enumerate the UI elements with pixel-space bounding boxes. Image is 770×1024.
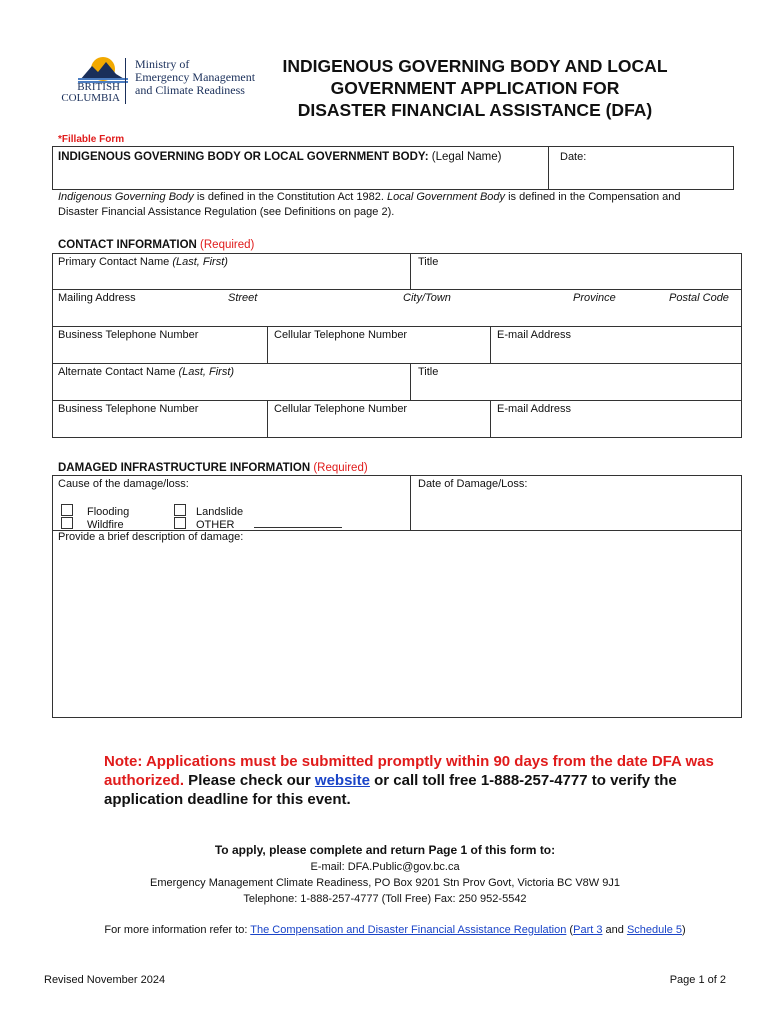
title-line1: INDIGENOUS GOVERNING BODY AND LOCAL [282, 56, 668, 76]
deadline-note [104, 752, 744, 809]
primary-title-field[interactable] [410, 253, 742, 290]
ministry-line2: Emergency Management [135, 70, 256, 84]
apply-phone: Telephone: 1-888-257-4777 (Toll Free) Fax: 250 952-5542 [243, 893, 527, 905]
damage-description-field[interactable] [52, 530, 742, 718]
primary-contact-label: Primary Contact Name (Last, First) [58, 256, 228, 268]
flooding-checkbox[interactable] [61, 504, 73, 516]
other-option[interactable] [174, 517, 235, 531]
mailing-address-label: Mailing Address [58, 292, 136, 304]
landslide-checkbox[interactable] [174, 504, 186, 516]
date-of-damage-label: Date of Damage/Loss: [418, 478, 528, 490]
cell-phone2-label: Cellular Telephone Number [274, 403, 408, 415]
landslide-option[interactable] [174, 504, 243, 518]
landslide-label: Landslide [196, 506, 244, 518]
other-checkbox[interactable] [174, 517, 186, 529]
note-red-text: Note: Applications must be submitted promptly within 90 days from the date DFA was authorized. [104, 753, 714, 789]
damage-heading: DAMAGED INFRASTRUCTURE INFORMATION (Required) [58, 462, 368, 474]
mailing-address-field[interactable] [52, 289, 742, 327]
postal-code-label: Postal Code [669, 292, 729, 304]
wildfire-label: Wildfire [87, 519, 124, 531]
city-label: City/Town [403, 292, 451, 304]
revised-date: Revised November 2024 [44, 974, 166, 986]
business-phone-label: Business Telephone Number [58, 329, 199, 341]
email-label: E-mail Address [497, 329, 571, 341]
note-text-1: Please check our [184, 772, 315, 789]
ministry-name [135, 58, 255, 97]
title-line3: DISASTER FINANCIAL ASSISTANCE (DFA) [297, 100, 653, 120]
street-label: Street [228, 292, 258, 304]
province-label: Province [573, 292, 616, 304]
alternate-title-field[interactable] [410, 363, 742, 401]
flooding-label: Flooding [87, 506, 130, 518]
damage-description-label: Provide a brief description of damage: [58, 531, 244, 543]
bc-line2: COLUMBIA [61, 92, 120, 104]
more-info-line: For more information refer to: The Compensation and Disaster Financial Assistance Regulation (Part 3 and Schedule 5) [104, 924, 686, 936]
schedule5-link[interactable]: Schedule 5 [626, 924, 682, 936]
business-phone2-label: Business Telephone Number [58, 403, 199, 415]
apply-address: Emergency Management Climate Readiness, PO Box 9201 Stn Prov Govt, Victoria BC V8W 9J1 [150, 877, 620, 889]
apply-email: E-mail: DFA.Public@gov.bc.ca [310, 861, 460, 873]
logo-divider [125, 58, 126, 104]
ministry-line3: and Climate Readiness [135, 83, 245, 97]
bc-wordmark [48, 82, 120, 104]
primary-title-label: Title [418, 256, 439, 268]
other-specify-line[interactable] [254, 527, 342, 528]
other-label: OTHER [196, 519, 235, 531]
legal-name-label: INDIGENOUS GOVERNING BODY OR LOCAL GOVERNMENT BODY: (Legal Name) [58, 151, 502, 163]
bc-sun-mountain-icon [76, 54, 130, 84]
fillable-form-label: *Fillable Form [58, 134, 125, 145]
apply-heading: To apply, please complete and return Page 1 of this form to: [214, 843, 556, 857]
note-text-2: or call toll free 1-888-257-4777 to verify the application deadline for this event. [104, 772, 677, 808]
alternate-title-label: Title [418, 366, 439, 378]
date-label: Date: [560, 151, 587, 163]
cause-label: Cause of the damage/loss: [58, 478, 189, 490]
alternate-contact-label: Alternate Contact Name (Last, First) [58, 366, 235, 378]
cell-phone-label: Cellular Telephone Number [274, 329, 408, 341]
email2-label: E-mail Address [497, 403, 571, 415]
page-number: Page 1 of 2 [669, 974, 726, 986]
definition-text: Indigenous Governing Body is defined in the Constitution Act 1982. Local Government Body is defined in the Compensation and Disaster Financial Assistance Regulation (see Definitions on page 2). [58, 191, 681, 218]
title-line2: GOVERNMENT APPLICATION FOR [330, 78, 620, 98]
wildfire-checkbox[interactable] [61, 517, 73, 529]
wildfire-option[interactable] [61, 517, 124, 531]
page-title [270, 55, 680, 121]
bc-line1: BRITISH [77, 81, 120, 93]
contact-heading: CONTACT INFORMATION (Required) [58, 239, 255, 251]
part3-link[interactable]: Part 3 [573, 924, 603, 936]
regulation-link[interactable]: The Compensation and Disaster Financial Assistance Regulation [250, 924, 567, 936]
flooding-option[interactable] [61, 504, 129, 518]
ministry-line1: Ministry of [135, 57, 190, 71]
website-link[interactable]: website [314, 772, 370, 789]
